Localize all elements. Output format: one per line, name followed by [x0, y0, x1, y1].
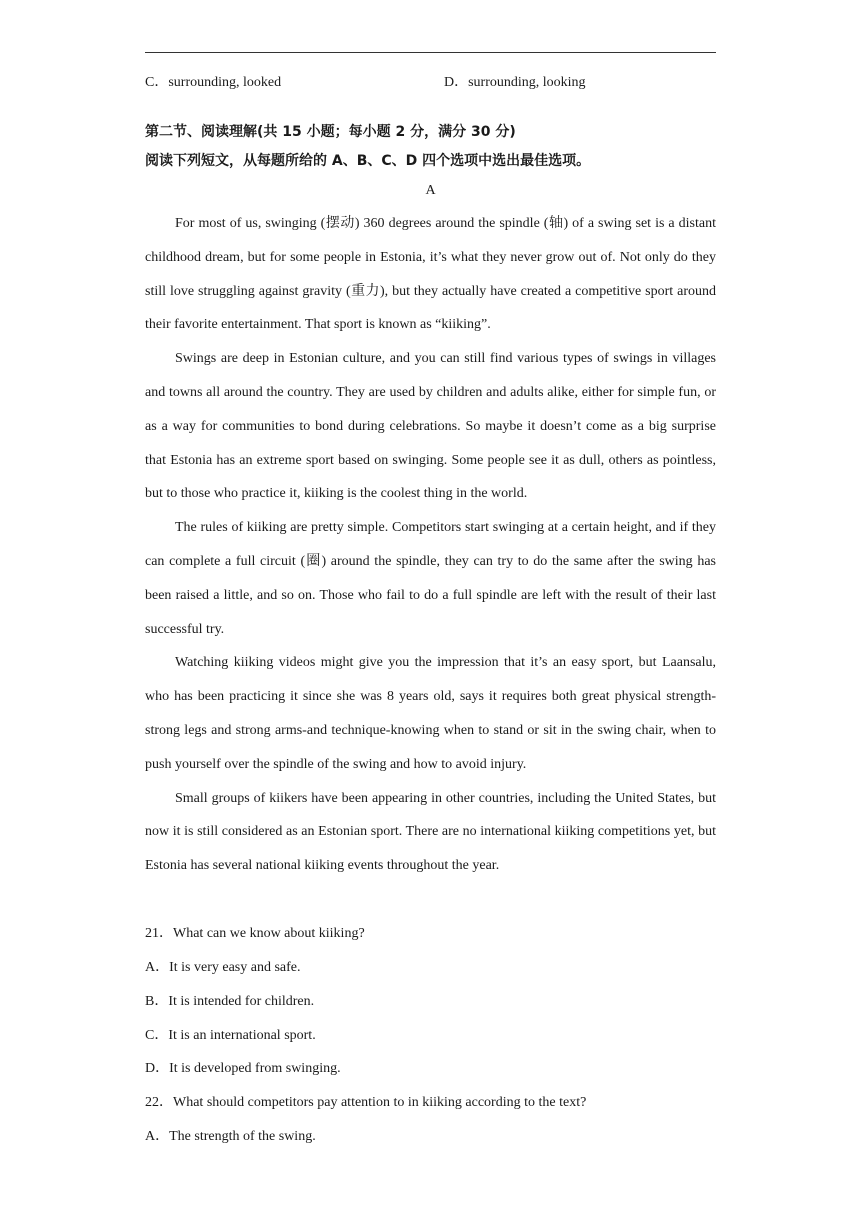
question-21-stem: 21．What can we know about kiiking?	[145, 926, 365, 941]
top-rule	[145, 52, 716, 53]
question-22-stem: 22．What should competitors pay attention to in kiiking according to the text?	[145, 1095, 587, 1110]
passage-paragraph: The rules of kiiking are pretty simple. Competitors start swinging at a certain height, and if they can complete a full circuit (圈) around the spindle, they can try to do the same after the swing has been raised a little, and so on. Those who fail to do a full spindle are left with the result of their last successful try.	[145, 520, 716, 637]
section-instruction: 阅读下列短文，从每题所给的 A、B、C、D 四个选项中选出最佳选项。	[145, 153, 591, 169]
question-22-option-a: A．The strength of the swing.	[145, 1129, 316, 1144]
passage-paragraph: For most of us, swinging (摆动) 360 degrees around the spindle (轴) of a swing set is a distant childhood dream, but for some people in Estonia, it’s what they never grow out of. Not only do they still love struggling against gravity (重力), but they actually have created a competitive sport around their favorite entertainment. That sport is known as “kiiking”.	[145, 216, 716, 333]
prev-option-d: D．surrounding, looking	[444, 75, 586, 90]
prev-option-c: C．surrounding, looked	[145, 75, 282, 90]
passage-body	[145, 207, 716, 883]
question-21-option-c: C．It is an international sport.	[145, 1028, 316, 1043]
passage-paragraph: Swings are deep in Estonian culture, and you can still find various types of swings in villages and towns all around the country. They are used by children and adults alike, either for simple fun, or as a way for communities to bond during celebrations. So maybe it doesn’t come as a big surprise that Estonia has an extreme sport based on swinging. Some people see it as dull, others as pointless, but to those who practice it, kiiking is the coolest thing in the world.	[145, 351, 716, 502]
passage-paragraph: Small groups of kiikers have been appearing in other countries, including the United States, but now it is still considered as an Estonian sport. There are no international kiiking competitions yet, but Estonia has several national kiiking events throughout the year.	[145, 790, 716, 874]
question-21-option-a: A．It is very easy and safe.	[145, 960, 301, 975]
question-21-option-d: D．It is developed from swinging.	[145, 1061, 341, 1076]
section-heading: 第二节、阅读理解(共 15 小题；每小题 2 分，满分 30 分)	[145, 124, 516, 140]
question-21-option-b: B．It is intended for children.	[145, 994, 315, 1009]
passage-paragraph: Watching kiiking videos might give you the impression that it’s an easy sport, but Laansalu, who has been practicing it since she was 8 years old, says it requires both great physical strength-strong legs and strong arms-and technique-knowing when to stand or sit in the swing chair, when to push yourself over the spindle of the swing and how to avoid injury.	[145, 655, 716, 772]
passage-label: A	[425, 183, 436, 198]
